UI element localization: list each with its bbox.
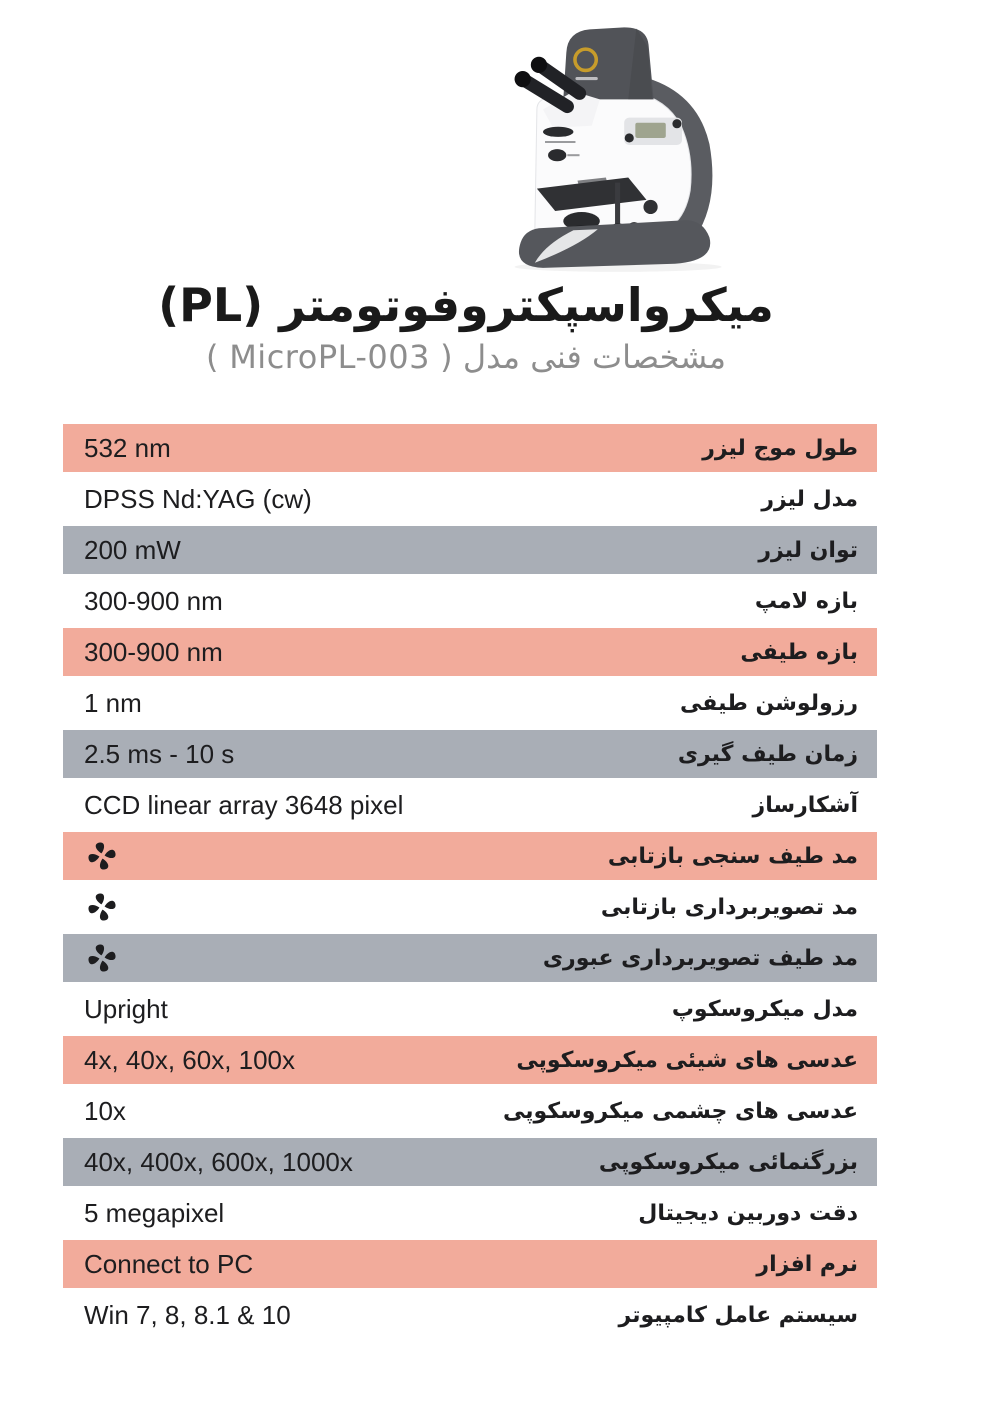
table-row xyxy=(63,628,877,676)
microscope-product-image xyxy=(476,12,748,272)
table-row xyxy=(63,985,877,1033)
spec-table xyxy=(63,424,877,1342)
spec-value: Connect to PC xyxy=(84,1248,254,1279)
spec-label: سیستم عامل کامپیوتر xyxy=(618,1302,858,1328)
table-row xyxy=(63,424,877,472)
spec-value: 300-900 nm xyxy=(84,636,223,667)
brand-name-text xyxy=(575,77,597,80)
table-row xyxy=(63,883,877,931)
spec-label: بازه لامپ xyxy=(754,588,858,614)
spec-value: 10x xyxy=(84,1095,126,1126)
spec-label: عدسی های شیئی میکروسکوپی xyxy=(516,1047,858,1073)
table-row xyxy=(63,934,877,982)
spec-value: 1 nm xyxy=(84,687,142,718)
table-row xyxy=(63,526,877,574)
spec-value: 40x, 400x, 600x, 1000x xyxy=(84,1146,353,1177)
spec-value: 2.5 ms - 10 s xyxy=(84,738,235,769)
lcd-panel xyxy=(624,118,682,145)
spec-value: CCD linear array 3648 pixel xyxy=(84,789,404,820)
spec-label: مد طیف تصویربرداری عبوری xyxy=(542,945,858,971)
spec-label: آشکارساز xyxy=(752,792,858,818)
table-row xyxy=(63,1138,877,1186)
four-petal-check-icon xyxy=(87,841,117,871)
spec-label: دقت دوربین دیجیتال xyxy=(638,1200,858,1226)
table-row xyxy=(63,832,877,880)
title-block xyxy=(0,280,932,375)
spec-value: Upright xyxy=(84,993,168,1024)
spec-value: DPSS Nd:YAG (cw) xyxy=(84,483,312,514)
spec-label: عدسی های چشمی میکروسکوپی xyxy=(502,1098,858,1124)
spec-label: نرم افزار xyxy=(756,1251,858,1277)
spec-label: رزولوشن طیفی xyxy=(680,690,858,716)
spec-value xyxy=(63,892,117,922)
table-row xyxy=(63,679,877,727)
spec-label: مدل میکروسکوپ xyxy=(671,996,858,1022)
spec-label: مد طیف سنجی بازتابی xyxy=(607,843,858,869)
page-subtitle: مشخصات فنی مدل ( MicroPL-003 ) xyxy=(206,337,726,376)
table-row xyxy=(63,1036,877,1084)
spec-value: 4x, 40x, 60x, 100x xyxy=(84,1044,296,1075)
spec-value: Win 7, 8, 8.1 & 10 xyxy=(84,1299,291,1330)
spec-label: مدل لیزر xyxy=(761,486,858,512)
table-row xyxy=(63,1189,877,1237)
spec-label: بازه طیفی xyxy=(740,639,858,665)
table-row xyxy=(63,1087,877,1135)
table-row xyxy=(63,730,877,778)
table-row xyxy=(63,781,877,829)
spec-value: 532 nm xyxy=(84,432,171,463)
spec-value xyxy=(63,943,117,973)
spec-value xyxy=(63,841,117,871)
four-petal-check-icon xyxy=(87,892,117,922)
table-row xyxy=(63,1291,877,1339)
spec-value: 300-900 nm xyxy=(84,585,223,616)
spec-label: مد تصویربرداری بازتابی xyxy=(600,894,858,920)
spec-label: زمان طیف گیری xyxy=(677,741,858,767)
table-row xyxy=(63,1240,877,1288)
spec-value: 200 mW xyxy=(84,534,181,565)
spec-label: توان لیزر xyxy=(758,537,858,563)
spec-label: طول موج لیزر xyxy=(702,435,858,461)
four-petal-check-icon xyxy=(87,943,117,973)
table-row xyxy=(63,475,877,523)
table-row xyxy=(63,577,877,625)
page-title: میکرواسپکتروفوتومتر (PL) xyxy=(158,278,774,332)
spec-value: 5 megapixel xyxy=(84,1197,225,1228)
spec-label: بزرگنمائی میکروسکوپی xyxy=(598,1149,858,1175)
microscope-illustration xyxy=(476,12,748,272)
